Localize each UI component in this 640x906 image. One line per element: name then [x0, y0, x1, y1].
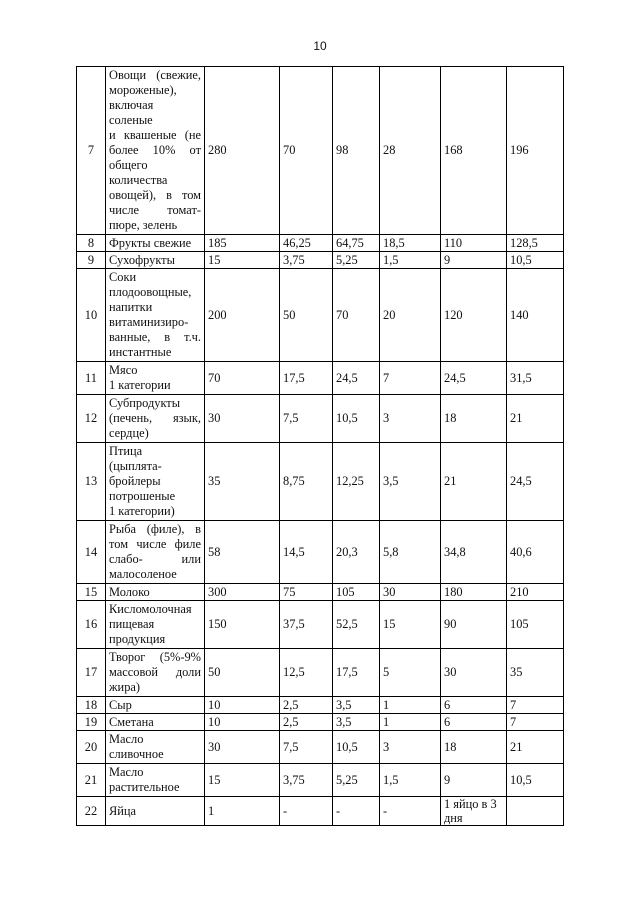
product-name-line: массовой доли: [109, 665, 201, 679]
value-cell: 168: [441, 67, 507, 235]
value-cell: 185: [205, 235, 280, 252]
value-cell: 280: [205, 67, 280, 235]
value-cell: 2,5: [280, 697, 333, 714]
product-name-line: Молоко: [109, 584, 150, 599]
value-cell: 3,5: [333, 697, 380, 714]
value-cell: 110: [441, 235, 507, 252]
value-cell: 35: [205, 443, 280, 521]
value-cell: 37,5: [280, 601, 333, 649]
value-cell: 18: [441, 731, 507, 764]
value-cell: 1,5: [380, 764, 441, 797]
row-number: 10: [77, 269, 106, 362]
product-name-line: пищевая: [109, 617, 155, 631]
value-cell: 7,5: [280, 395, 333, 443]
product-name-line: витаминизиро-: [109, 315, 189, 329]
product-name-line: Сметана: [109, 714, 154, 729]
row-number: 19: [77, 714, 106, 731]
value-cell: 9: [441, 764, 507, 797]
table-row: [77, 797, 564, 826]
value-cell: 5: [380, 649, 441, 697]
value-cell: 3: [380, 395, 441, 443]
value-cell: 30: [205, 395, 280, 443]
table-row: [77, 649, 564, 697]
product-name-line: бройлеры: [109, 474, 161, 488]
product-name-line: мороженые),: [109, 83, 177, 97]
value-cell: 15: [380, 601, 441, 649]
value-cell: 15: [205, 252, 280, 269]
value-cell: 12,25: [333, 443, 380, 521]
value-cell: 50: [205, 649, 280, 697]
product-name-line: Творог (5%-9%: [109, 650, 201, 664]
product-name: [106, 362, 205, 395]
value-cell: 10: [205, 714, 280, 731]
product-name: [106, 269, 205, 362]
value-cell: 98: [333, 67, 380, 235]
product-name: [106, 601, 205, 649]
product-name-line: Овощи (свежие,: [109, 68, 201, 82]
table-row: [77, 443, 564, 521]
value-cell: 90: [441, 601, 507, 649]
table-row: [77, 362, 564, 395]
product-name-line: 1 категории): [109, 504, 175, 518]
product-name-line: количества: [109, 173, 168, 187]
product-name-line: Рыба (филе), в: [109, 522, 201, 536]
value-cell: 10,5: [507, 764, 564, 797]
product-name-line: том числе филе: [109, 537, 201, 551]
value-cell: 300: [205, 584, 280, 601]
value-cell: 18,5: [380, 235, 441, 252]
table-row: [77, 764, 564, 797]
product-name: [106, 521, 205, 584]
value-cell: 17,5: [333, 649, 380, 697]
row-number: 8: [77, 235, 106, 252]
value-cell: 21: [507, 395, 564, 443]
value-cell: 9: [441, 252, 507, 269]
product-name: [106, 697, 205, 714]
table-row: [77, 714, 564, 731]
value-cell: 2,5: [280, 714, 333, 731]
value-cell: 7: [380, 362, 441, 395]
table-row: [77, 67, 564, 235]
value-cell: 1: [205, 797, 280, 826]
product-name-line: числе томат-: [109, 203, 201, 217]
row-number: 16: [77, 601, 106, 649]
value-cell: 8,75: [280, 443, 333, 521]
product-name-line: соленые: [109, 113, 153, 127]
product-name-line: продукция: [109, 632, 166, 646]
product-name-line: инстантные: [109, 345, 172, 359]
value-cell: 5,25: [333, 764, 380, 797]
value-cell: 10,5: [507, 252, 564, 269]
value-cell: 15: [205, 764, 280, 797]
value-cell: 128,5: [507, 235, 564, 252]
value-cell: 18: [441, 395, 507, 443]
product-name-line: включая: [109, 98, 154, 112]
table-row: [77, 235, 564, 252]
value-cell: 7: [507, 714, 564, 731]
value-cell: 120: [441, 269, 507, 362]
table-row: [77, 731, 564, 764]
value-cell: 75: [280, 584, 333, 601]
product-name-line: овощей), в том: [109, 188, 201, 202]
value-cell: 5,8: [380, 521, 441, 584]
product-name-line: Яйца: [109, 803, 137, 818]
table-row: [77, 601, 564, 649]
value-cell: 21: [507, 731, 564, 764]
value-cell: 1: [380, 697, 441, 714]
value-cell: 24,5: [507, 443, 564, 521]
row-number: 14: [77, 521, 106, 584]
value-cell: 14,5: [280, 521, 333, 584]
value-cell: 150: [205, 601, 280, 649]
value-cell: 40,6: [507, 521, 564, 584]
value-cell: 31,5: [507, 362, 564, 395]
value-cell: 35: [507, 649, 564, 697]
row-number: 17: [77, 649, 106, 697]
table-row: [77, 269, 564, 362]
table-row: [77, 697, 564, 714]
product-name: [106, 443, 205, 521]
value-cell: 46,25: [280, 235, 333, 252]
value-cell: 30: [441, 649, 507, 697]
product-name: [106, 67, 205, 235]
value-cell: -: [380, 797, 441, 826]
table-row: [77, 521, 564, 584]
product-name: [106, 235, 205, 252]
value-cell: -: [280, 797, 333, 826]
product-name-line: Соки: [109, 270, 137, 284]
product-name-line: Субпродукты: [109, 396, 181, 410]
table-row: [77, 252, 564, 269]
row-number: 13: [77, 443, 106, 521]
product-name-line: Масло: [109, 732, 144, 746]
value-cell: 140: [507, 269, 564, 362]
product-name-line: Сухофрукты: [109, 252, 175, 267]
value-cell: 17,5: [280, 362, 333, 395]
product-name-line: более 10% от: [109, 143, 201, 157]
table-row: [77, 395, 564, 443]
value-cell: 210: [507, 584, 564, 601]
value-cell: 34,8: [441, 521, 507, 584]
product-name-line: Птица: [109, 444, 143, 458]
product-name: [106, 731, 205, 764]
product-name-line: сливочное: [109, 747, 164, 761]
value-cell: 52,5: [333, 601, 380, 649]
value-cell: 70: [333, 269, 380, 362]
table-row: [77, 584, 564, 601]
product-name: [106, 584, 205, 601]
product-name-line: Кисломолочная: [109, 602, 192, 616]
row-number: 18: [77, 697, 106, 714]
value-cell: 20: [380, 269, 441, 362]
value-cell: 1: [380, 714, 441, 731]
value-cell: 6: [441, 697, 507, 714]
row-number: 7: [77, 67, 106, 235]
product-name-line: растительное: [109, 780, 180, 794]
value-cell: 50: [280, 269, 333, 362]
product-name-line: 1 категории: [109, 378, 171, 392]
value-cell: 3,75: [280, 764, 333, 797]
product-name-line: ванные, в т.ч.: [109, 330, 201, 344]
product-name-line: жира): [109, 680, 141, 694]
product-name: [106, 252, 205, 269]
product-name-line: пюре, зелень: [109, 218, 178, 232]
value-cell: 30: [205, 731, 280, 764]
value-cell: 105: [333, 584, 380, 601]
product-name: [106, 764, 205, 797]
value-cell: 10,5: [333, 731, 380, 764]
product-name-line: Мясо: [109, 363, 138, 377]
product-name-line: и квашеные (не: [109, 128, 201, 142]
product-name: [106, 714, 205, 731]
value-cell: 1,5: [380, 252, 441, 269]
value-cell: 7,5: [280, 731, 333, 764]
value-cell: 70: [280, 67, 333, 235]
value-cell: 58: [205, 521, 280, 584]
value-cell: 64,75: [333, 235, 380, 252]
product-name-line: (печень, язык,: [109, 411, 201, 425]
value-cell: 180: [441, 584, 507, 601]
value-cell: 5,25: [333, 252, 380, 269]
product-name-line: общего: [109, 158, 148, 172]
row-number: 21: [77, 764, 106, 797]
product-name: [106, 797, 205, 826]
row-number: 20: [77, 731, 106, 764]
product-name-line: плодоовощные,: [109, 285, 192, 299]
product-name-line: Масло: [109, 765, 144, 779]
table-body: [77, 67, 564, 826]
product-name-line: сердце): [109, 426, 149, 440]
product-name-line: потрошеные: [109, 489, 176, 503]
food-norms-table: [76, 66, 564, 826]
value-cell: 3: [380, 731, 441, 764]
value-cell: 105: [507, 601, 564, 649]
product-name-line: слабо- или: [109, 552, 201, 566]
value-cell: 12,5: [280, 649, 333, 697]
product-name-line: (цыплята-: [109, 459, 162, 473]
row-number: 12: [77, 395, 106, 443]
value-cell: 30: [380, 584, 441, 601]
value-cell: 20,3: [333, 521, 380, 584]
value-cell: 10: [205, 697, 280, 714]
row-number: 15: [77, 584, 106, 601]
product-name-line: малосоленое: [109, 567, 177, 581]
product-name-line: Фрукты свежие: [109, 235, 192, 250]
value-cell: 70: [205, 362, 280, 395]
value-cell: 24,5: [441, 362, 507, 395]
value-cell: [507, 797, 564, 826]
value-cell: 3,5: [380, 443, 441, 521]
value-cell: 3,5: [333, 714, 380, 731]
value-cell: 21: [441, 443, 507, 521]
row-number: 11: [77, 362, 106, 395]
value-cell: 200: [205, 269, 280, 362]
product-name-line: Сыр: [109, 697, 132, 712]
value-cell: 1 яйцо в 3 дня: [441, 797, 507, 826]
value-cell: 3,75: [280, 252, 333, 269]
value-cell: 196: [507, 67, 564, 235]
value-cell: 10,5: [333, 395, 380, 443]
product-name-line: напитки: [109, 300, 153, 314]
product-name: [106, 395, 205, 443]
value-cell: 28: [380, 67, 441, 235]
value-cell: -: [333, 797, 380, 826]
row-number: 22: [77, 797, 106, 826]
value-cell: 24,5: [333, 362, 380, 395]
product-name: [106, 649, 205, 697]
value-cell: 6: [441, 714, 507, 731]
row-number: 9: [77, 252, 106, 269]
value-cell: 7: [507, 697, 564, 714]
page-number: 10: [313, 39, 327, 53]
